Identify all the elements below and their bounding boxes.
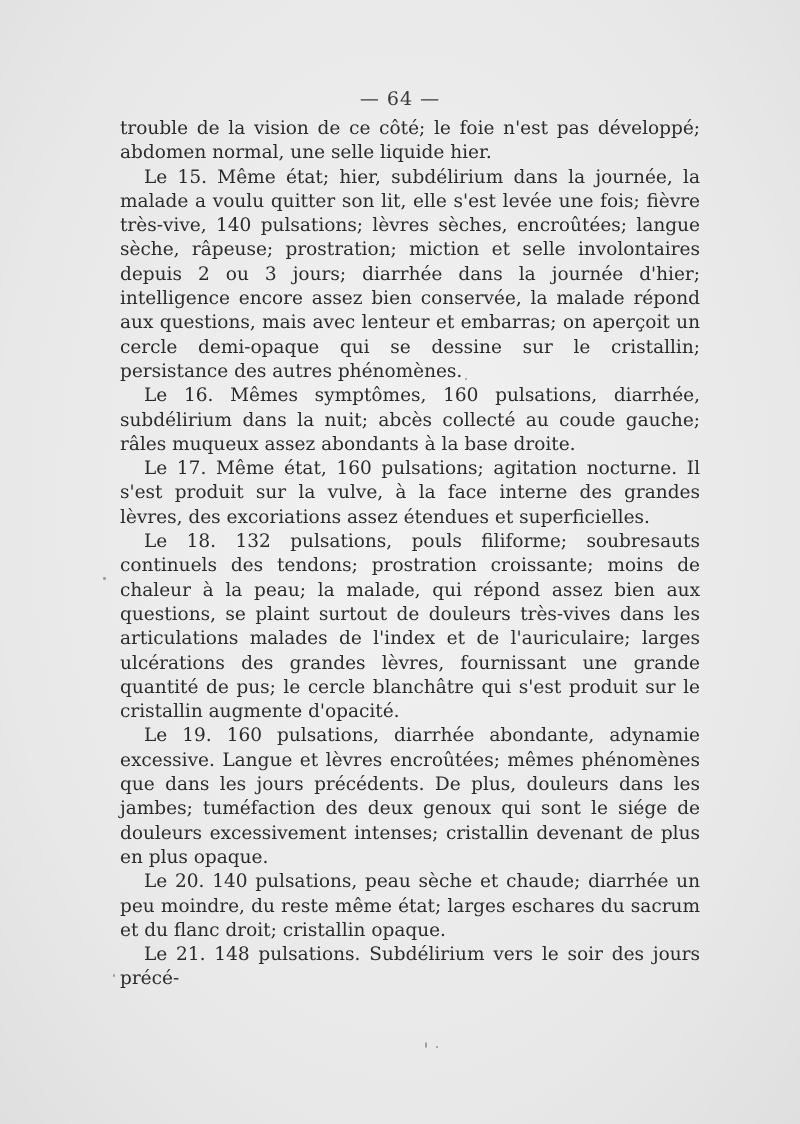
ink-speck [425, 1042, 427, 1048]
ink-speck [103, 577, 106, 580]
ink-speck [113, 974, 115, 977]
body-text [120, 117, 700, 992]
paragraph-day-16: Le 16. Mêmes symptômes, 160 pulsations, diarrhée, subdélirium dans la nuit; abcès collecté au coude gauche; râles muqueux assez abondants à la base droite. [120, 385, 700, 455]
paragraph-day-18: Le 18. 132 pulsations, pouls filiforme; soubresauts continuels des tendons; prostration croissante; moins de chaleur à la peau; la malade, qui répond assez bien aux questions, se plaint surtout de douleurs très-vives dans les articulations malades de l'index et de l'auriculaire; larges ulcérations des grandes lèvres, fournissant une grande quantité de pus; le cercle blanchâtre qui s'est produit sur le cristallin augmente d'opacité. [120, 531, 700, 723]
paragraph-day-15: Le 15. Même état; hier, subdélirium dans la journée, la malade a voulu quitter son lit, elle s'est levée une fois; fièvre très-vive, 140 pulsations; lèvres sèches, encroûtées; langue sèche, râpeuse; prostration; miction et selle involontaires depuis 2 ou 3 jours; diarrhée dans la journée d'hier; intelligence encore assez bien conservée, la malade répond aux questions, mais avec lenteur et embarras; on aperçoit un cercle demi-opaque qui se dessine sur le cristallin; persistance des autres phénomènes. [120, 166, 700, 382]
page-number: — 64 — [359, 88, 441, 110]
ink-speck [465, 378, 467, 380]
paragraph-day-20: Le 20. 140 pulsations, peau sèche et chaude; diarrhée un peu moindre, du reste même état; larges eschares du sacrum et du flanc droit; cristallin opaque. [120, 871, 700, 941]
ink-speck [436, 1046, 438, 1048]
paragraph-day-17: Le 17. Même état, 160 pulsations; agitation nocturne. Il s'est produit sur la vulve, à la face interne des grandes lèvres, des excoriations assez étendues et superficielles. [120, 458, 700, 528]
paragraph-day-19: Le 19. 160 pulsations, diarrhée abondante, adynamie excessive. Langue et lèvres encroûtées; mêmes phénomènes que dans les jours précédents. De plus, douleurs dans les jambes; tuméfaction des deux genoux qui sont le siége de douleurs excessivement intenses; cristallin devenant de plus en plus opaque. [120, 725, 700, 868]
paragraph-day-21: Le 21. 148 pulsations. Subdélirium vers le soir des jours précé- [120, 944, 700, 990]
paragraph-continuation: trouble de la vision de ce côté; le foie n'est pas développé; abdomen normal, une selle liquide hier. [120, 118, 700, 164]
